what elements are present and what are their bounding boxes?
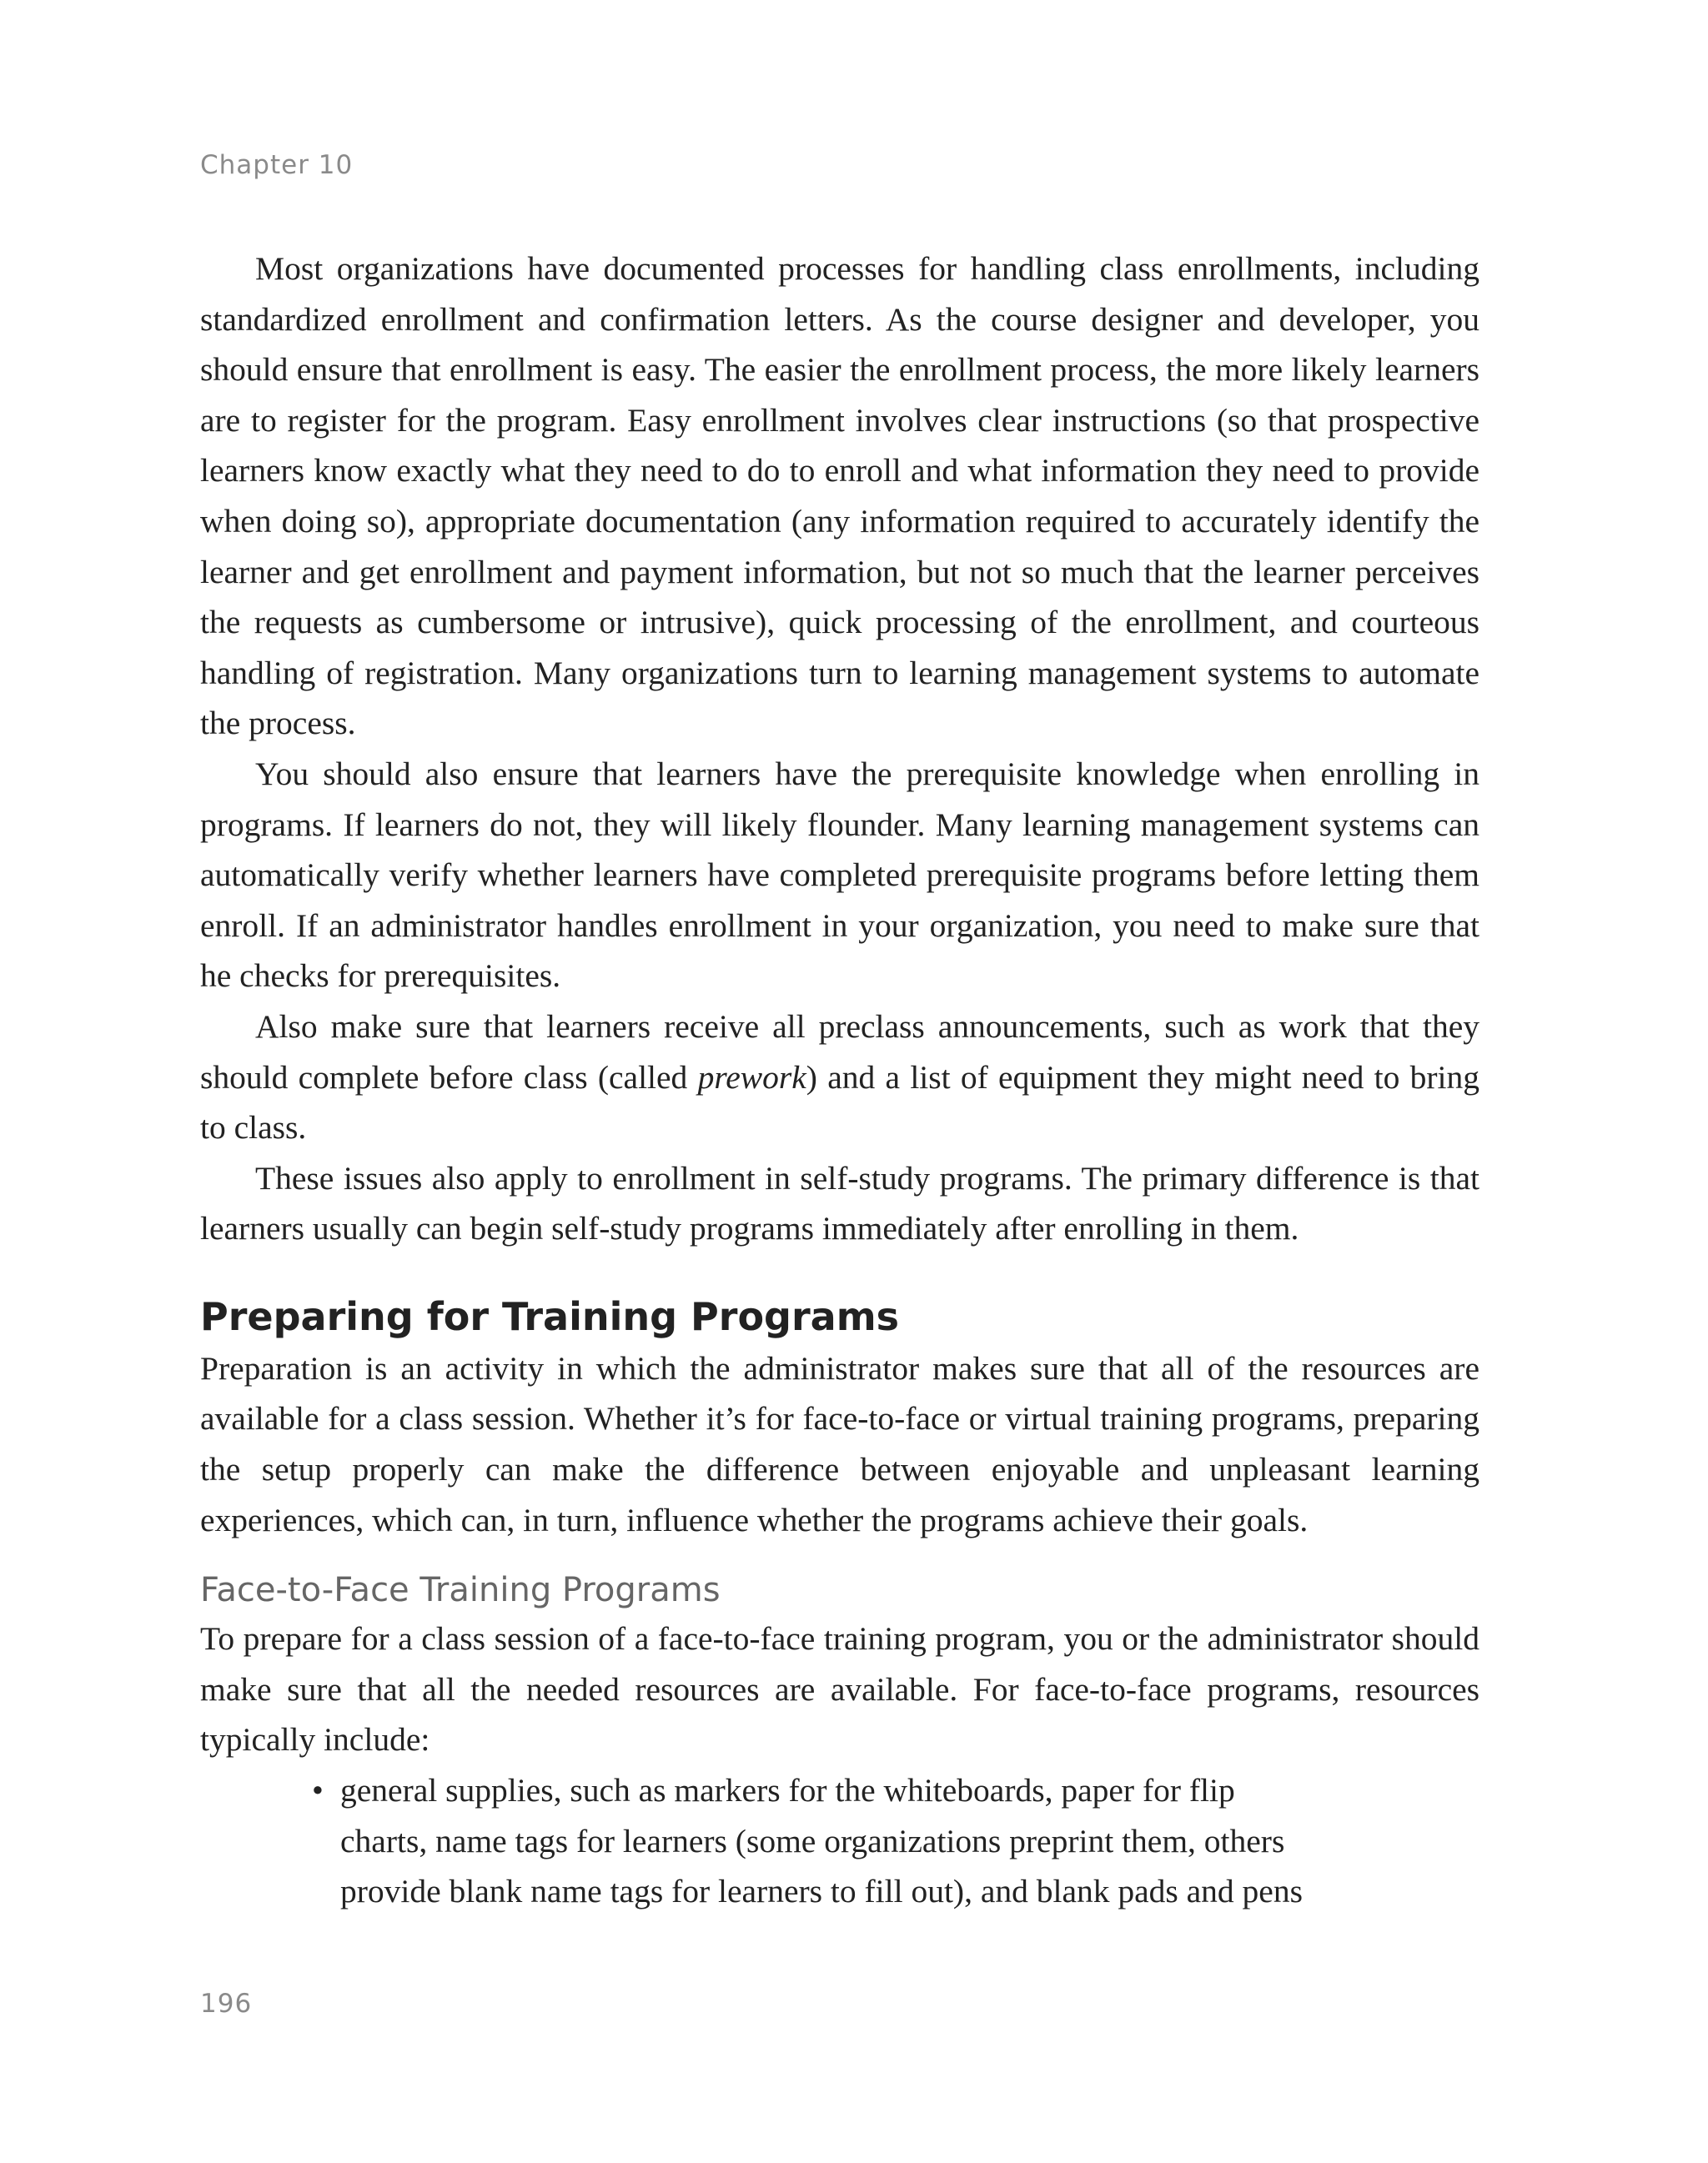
paragraph-self-study: These issues also apply to enrollment in self-study programs. The primary difference is that learners usually can begin self-study programs immediately after enrolling in them. xyxy=(200,1159,1479,1247)
bullet-icon: • xyxy=(312,1772,324,1809)
paragraph-text: Also make sure that learners receive all preclass announcements, such as work that they should complete before class (called xyxy=(200,1007,1479,1096)
paragraph-preparation: Preparation is an activity in which the administrator makes sure that all of the resources are available for a class session. Whether it’s for face-to-face or virtual training programs, preparing the setup properly can make the difference between enjoyable and unpleasant learning experiences, which can, in turn, influence whether the programs achieve their goals. xyxy=(200,1349,1479,1538)
page-number: 196 xyxy=(200,1989,253,2019)
page-body xyxy=(200,243,1479,1917)
subsection-heading-face-to-face: Face-to-Face Training Programs xyxy=(200,1571,721,1610)
paragraph-prerequisites: You should also ensure that learners have the prerequisite knowledge when enrolling in programs. If learners do not, they will likely flounder. Many learning management systems can automatically verify whether learners have completed prerequisite programs before letting them enroll. If an administrator handles enrollment in your organization, you need to make sure that he checks for prerequisites. xyxy=(200,755,1479,995)
list-item-text: general supplies, such as markers for the whiteboards, paper for flip charts, name tags for learners (some organizations preprint them, others provide blank name tags for learners to fill out), and blank pads and pens xyxy=(340,1772,1303,1910)
italic-term-prework: prework xyxy=(697,1058,806,1096)
resource-bullet-list xyxy=(200,1765,1479,1917)
list-item xyxy=(312,1765,1324,1917)
paragraph-face-to-face: To prepare for a class session of a face-to-face training program, you or the administrator should make sure that all the needed resources are available. For face-to-face programs, resources typically include: xyxy=(200,1620,1479,1759)
paragraph-enrollment-intro: Most organizations have documented processes for handling class enrollments, including standardized enrollment and confirmation letters. As the course designer and developer, you should ensure that enrollment is easy. The easier the enrollment process, the more likely learners are to register for the program. Easy enrollment involves clear instructions (so that prospective learners know exactly what they need to do to enroll and what information they need to provide when doing so), appropriate documentation (any information required to accurately identify the learner and get enrollment and payment information, but not so much that the learner perceives the requests as cumbersome or intrusive), quick processing of the enrollment, and courteous handling of registration. Many organizations turn to learning management systems to automate the process. xyxy=(200,250,1479,742)
paragraph-text: ) and a list of equipment they might need to bring to class. xyxy=(200,1058,1479,1147)
section-heading-preparing: Preparing for Training Programs xyxy=(200,1293,900,1339)
running-head: Chapter 10 xyxy=(200,150,354,180)
paragraph-preclass-announcements xyxy=(200,1001,1479,1153)
